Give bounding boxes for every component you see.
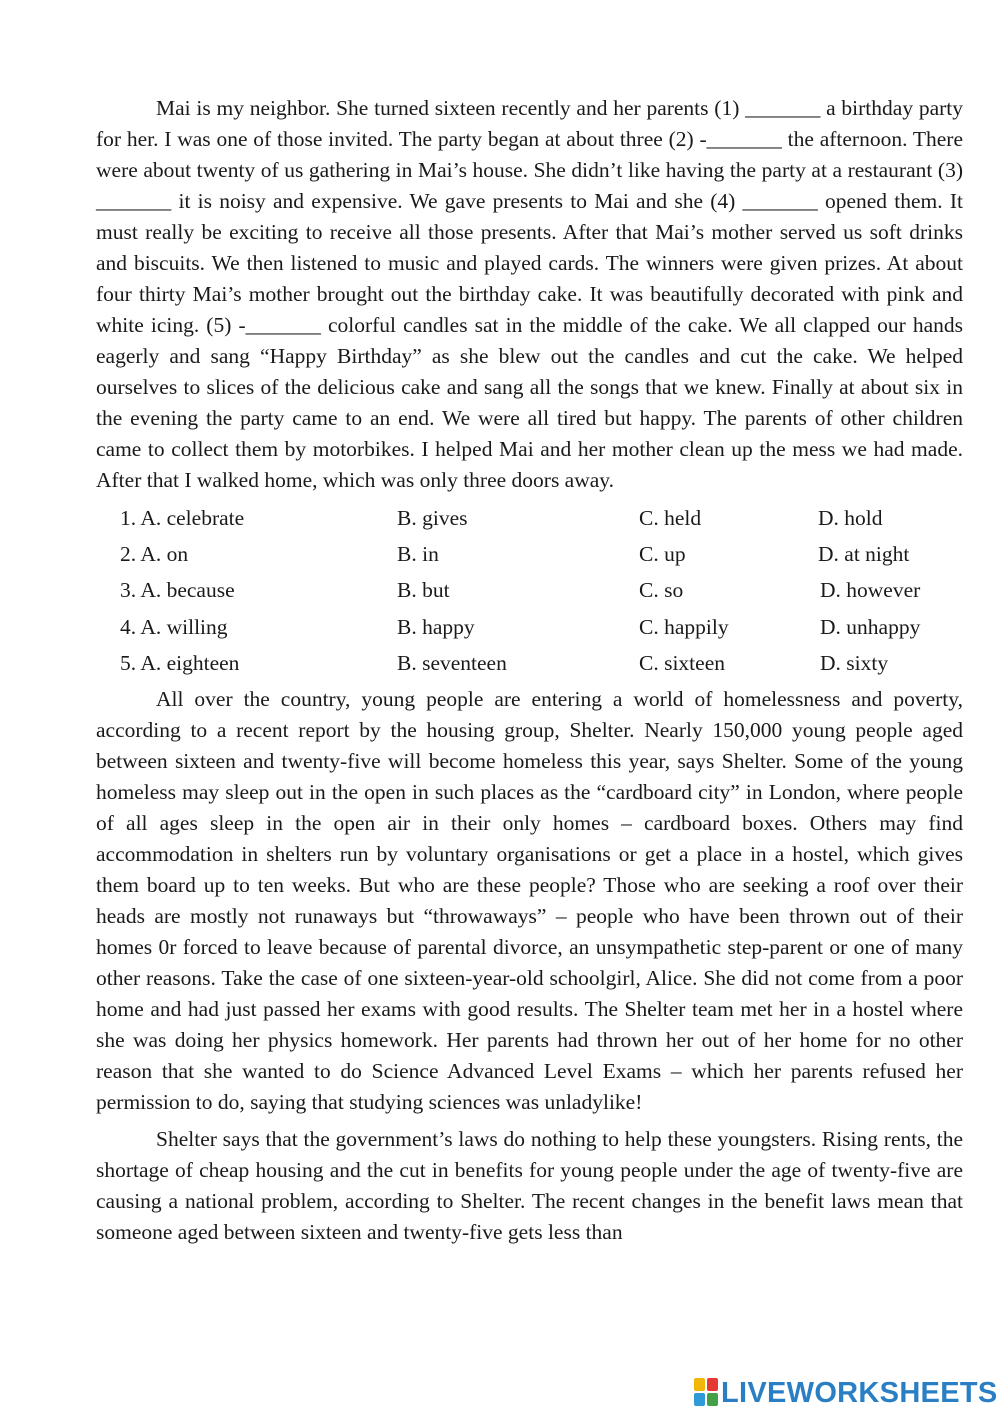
option-a: 3. A. because [120, 578, 235, 603]
question-row-2 [96, 536, 963, 572]
option-d: D. hold [818, 506, 883, 530]
question-row-1 [96, 500, 963, 536]
option-c: C. held [639, 506, 702, 530]
option-a: 5. A. eighteen [120, 650, 240, 675]
option-b: B. seventeen [397, 650, 507, 675]
question-row-5 [96, 645, 963, 681]
liveworksheets-logo [694, 1375, 998, 1411]
option-d: D. sixty [820, 650, 889, 675]
option-d: D. however [820, 578, 921, 603]
option-a: 4. A. willing [120, 614, 228, 639]
option-c: C. up [639, 542, 686, 567]
passage-homelessness: All over the country, young people are entering a world of homelessness and poverty, according to a recent report by the housing group, Shelter. Nearly 150,000 young people aged between sixteen and twenty-five will become homeless this year, says Shelter. Some of the young homeless may sleep out in the open in such places as the “cardboard city” in London, where people of all ages sleep in the open air in their only homes – cardboard boxes. Others may find accommodation in shelters run by voluntary organisations or get a place in a hostel, which gives them board up to ten weeks. But who are these people? Those who are seeking a roof over their heads are mostly not runaways but “throwaways” – people who have been thrown out of their homes 0r forced to leave because of parental divorce, an unsympathetic step-parent or one of many other reasons. Take the case of one sixteen-year-old schoolgirl, Alice. She did not come from a poor home and had just passed her exams with good results. The Shelter team met her in a hostel where she was doing her physics homework. Her parents had thrown her out of her home for no other reason that she wanted to do Science Advanced Level Exams – which her parents refused her permission to do, saying that studying sciences was unladylike! [96, 686, 963, 1114]
worksheet-page [96, 93, 963, 1248]
option-a: 1. A. celebrate [120, 506, 245, 530]
answer-options [96, 500, 963, 681]
liveworksheets-logo-icon [694, 1378, 720, 1408]
question-row-3 [96, 572, 963, 608]
option-b: B. happy [397, 614, 475, 639]
option-d: D. unhappy [820, 614, 921, 639]
option-c: C. happily [639, 614, 729, 639]
passage-shelter-laws: Shelter says that the government’s laws do nothing to help these youngsters. Rising rents, the shortage of cheap housing and the cut in benefits for young people under the age of twenty-five are causing a national problem, according to Shelter. The recent changes in the benefit laws mean that someone aged between sixteen and twenty-five gets less than [96, 1126, 963, 1244]
option-b: B. in [397, 542, 439, 567]
option-a: 2. A. on [120, 542, 189, 567]
liveworksheets-logo-text: LIVEWORKSHEETS [721, 1376, 998, 1409]
option-d: D. at night [818, 542, 910, 567]
passage-birthday-party: Mai is my neighbor. She turned sixteen recently and her parents (1) _______ a birthday party for her. I was one of those invited. The party began at about three (2) -_______ the afternoon. There were about twenty of us gathering in Mai’s house. She didn’t like having the party at a restaurant (3) _______ it is noisy and expensive. We gave presents to Mai and she (4) _______ opened them. It must really be exciting to receive all those presents. After that Mai’s mother served us soft drinks and biscuits. We then listened to music and played cards. The winners were given prizes. At about four thirty Mai’s mother brought out the birthday cake. It was beautifully decorated with pink and white icing. (5) -_______ colorful candles sat in the middle of the cake. We all clapped our hands eagerly and sang “Happy Birthday” as she blew out the candles and cut the cake. We helped ourselves to slices of the delicious cake and sang all the songs that we knew. Finally at about six in the evening the party came to an end. We were all tired but happy. The parents of other children came to collect them by motorbikes. I helped Mai and her mother clean up the mess we had made. After that I walked home, which was only three doors away. [96, 96, 963, 492]
option-b: B. gives [397, 506, 468, 530]
question-row-4 [96, 609, 963, 645]
option-c: C. sixteen [639, 650, 725, 675]
option-b: B. but [397, 578, 450, 603]
option-c: C. so [639, 578, 684, 603]
